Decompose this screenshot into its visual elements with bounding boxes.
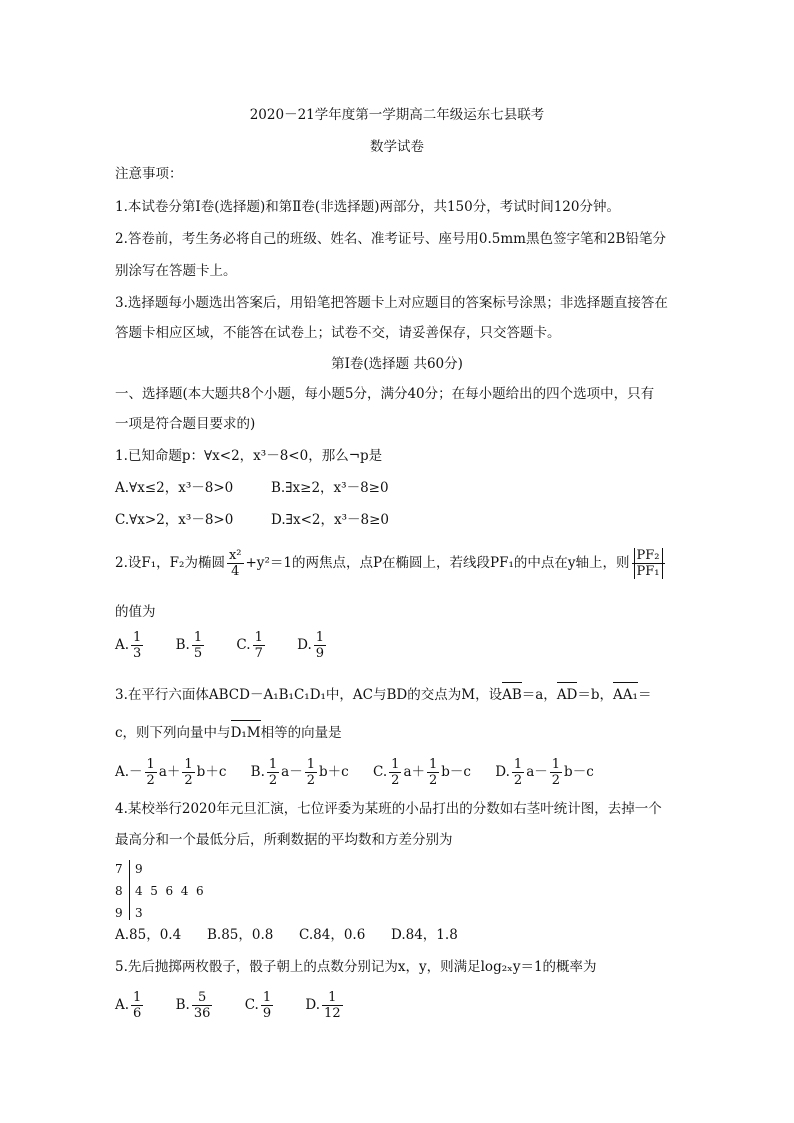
section-intro: 一项是符合题目要求的) xyxy=(115,416,256,432)
notice-item: 答题卡相应区域，不能答在试卷上；试卷不交，请妥善保存，只交答题卡。 xyxy=(115,325,561,341)
stem-divider xyxy=(129,860,130,920)
stem-value: 7 xyxy=(115,862,123,876)
q5-option-b: B. $\frac{5}{36}$ xyxy=(175,990,211,1021)
ellipse-fraction xyxy=(227,548,244,579)
fraction-denominator: PF₁ xyxy=(634,564,663,579)
q2-stem-end: 的值为 xyxy=(115,604,156,620)
q3-stem-line2: c，则下列向量中与D₁M相等的向量是 xyxy=(115,725,342,741)
q2-option-c: C. $\frac{1}{7}$ xyxy=(236,630,263,661)
q2-option-a: A. $\frac{1}{3}$ xyxy=(115,630,142,661)
fraction-numerator: PF₂ xyxy=(634,548,663,563)
vector-ad: AD xyxy=(556,687,578,703)
notice-item: 别涂写在答题卡上。 xyxy=(115,263,237,279)
exam-title: 2020－21学年度第一学期高二年级运东七县联考 xyxy=(249,107,545,123)
q4-option-b: B.85，0.8 xyxy=(207,927,274,943)
q1-option-a: A.∀x≤2，x³－8>0 xyxy=(115,480,234,496)
fraction-denominator: 4 xyxy=(231,564,240,579)
q2-options-row xyxy=(115,630,354,661)
q1-options-row xyxy=(115,511,415,529)
q5-option-d: D. $\frac{1}{12}$ xyxy=(305,990,341,1021)
section-title: 第Ⅰ卷(选择题 共60分) xyxy=(331,356,463,372)
q1-option-b: B.∃x≥2，x³－8≥0 xyxy=(271,480,389,496)
leaf-values: 3 xyxy=(135,906,143,920)
notice-item: 3.选择题每小题选出答案后，用铅笔把答题卡上对应题目的答案标号涂黑；非选择题直接答在 xyxy=(115,295,668,311)
q1-option-d: D.∃x<2，x³－8≥0 xyxy=(271,512,389,528)
q2-option-b: B. $\frac{1}{5}$ xyxy=(175,630,203,661)
q3-option-b: B. $\frac{1}{2}$ a－ $\frac{1}{2}$ b＋c xyxy=(250,757,349,788)
exam-subtitle: 数学试卷 xyxy=(370,139,424,155)
q4-stem: 最高分和一个最低分后，所剩数据的平均数和方差分别为 xyxy=(115,832,453,848)
q4-options-row xyxy=(115,926,484,944)
leaf-values: 4 5 6 4 6 xyxy=(135,884,204,898)
q3-stem: 3.在平行六面体ABCD－A₁B₁C₁D₁中，AC与BD的交点为M，设AB＝a，AD＝b，AA₁＝ xyxy=(115,687,652,703)
notice-heading: 注意事项： xyxy=(115,166,183,182)
q2-option-d: D. $\frac{1}{9}$ xyxy=(297,630,325,661)
q2-stem-text: 2.设F₁，F₂为椭圆 xyxy=(115,555,225,571)
q4-option-a: A.85，0.4 xyxy=(115,927,182,943)
q4-option-d: D.84，1.8 xyxy=(391,927,458,943)
q1-options-row xyxy=(115,479,415,497)
q3-options-row xyxy=(115,757,594,788)
q3-stem-text: 3.在平行六面体ABCD－A₁B₁C₁D₁中，AC与BD的交点为M，设 xyxy=(115,687,503,703)
q4-option-c: C.84，0.6 xyxy=(299,927,366,943)
q5-options-row xyxy=(115,990,371,1021)
notice-item: 2.答卷前，考生务必将自己的班级、姓名、准考证号、座号用0.5mm黑色签字笔和2B铅笔分 xyxy=(115,231,666,247)
q3-option-c: C. $\frac{1}{2}$ a＋ $\frac{1}{2}$ b－c xyxy=(373,757,471,788)
q5-stem: 5.先后抛掷两枚骰子，骰子朝上的点数分别记为x，y，则满足log₂ₓy＝1的概率为 xyxy=(115,959,597,975)
q3-option-d: D. $\frac{1}{2}$ a－ $\frac{1}{2}$ b－c xyxy=(495,757,594,788)
q5-option-c: C. $\frac{1}{9}$ xyxy=(244,990,272,1021)
ratio-fraction xyxy=(632,548,665,579)
q1-option-c: C.∀x>2，x³－8>0 xyxy=(115,512,234,528)
q5-option-a: A. $\frac{1}{6}$ xyxy=(115,990,142,1021)
stem-value: 8 xyxy=(115,884,123,898)
leaf-values: 9 xyxy=(135,862,143,876)
q3-option-a: A.－ $\frac{1}{2}$ a＋ $\frac{1}{2}$ b＋c xyxy=(115,757,227,788)
q1-stem: 1.已知命题p：∀x<2，x³－8<0，那么¬p是 xyxy=(115,448,383,464)
vector-aa1: AA₁ xyxy=(613,687,638,703)
stem-value: 9 xyxy=(115,906,123,920)
section-intro: 一、选择题(本大题共8个小题，每小题5分，满分40分；在每小题给出的四个选项中，只有 xyxy=(115,386,655,402)
fraction-numerator: x² xyxy=(228,548,242,563)
notice-item: 1.本试卷分第Ⅰ卷(选择题)和第Ⅱ卷(非选择题)两部分，共150分，考试时间120分钟。 xyxy=(115,199,620,215)
q2-stem xyxy=(115,548,667,579)
q4-stem: 4.某校举行2020年元旦汇演，七位评委为某班的小品打出的分数如右茎叶统计图，去掉一个 xyxy=(115,801,662,817)
q2-stem-text: +y²＝1的两焦点，点P在椭圆上，若线段PF₁的中点在y轴上，则 xyxy=(245,555,630,571)
vector-ab: AB xyxy=(502,687,522,703)
vector-d1m: D₁M xyxy=(230,725,261,741)
